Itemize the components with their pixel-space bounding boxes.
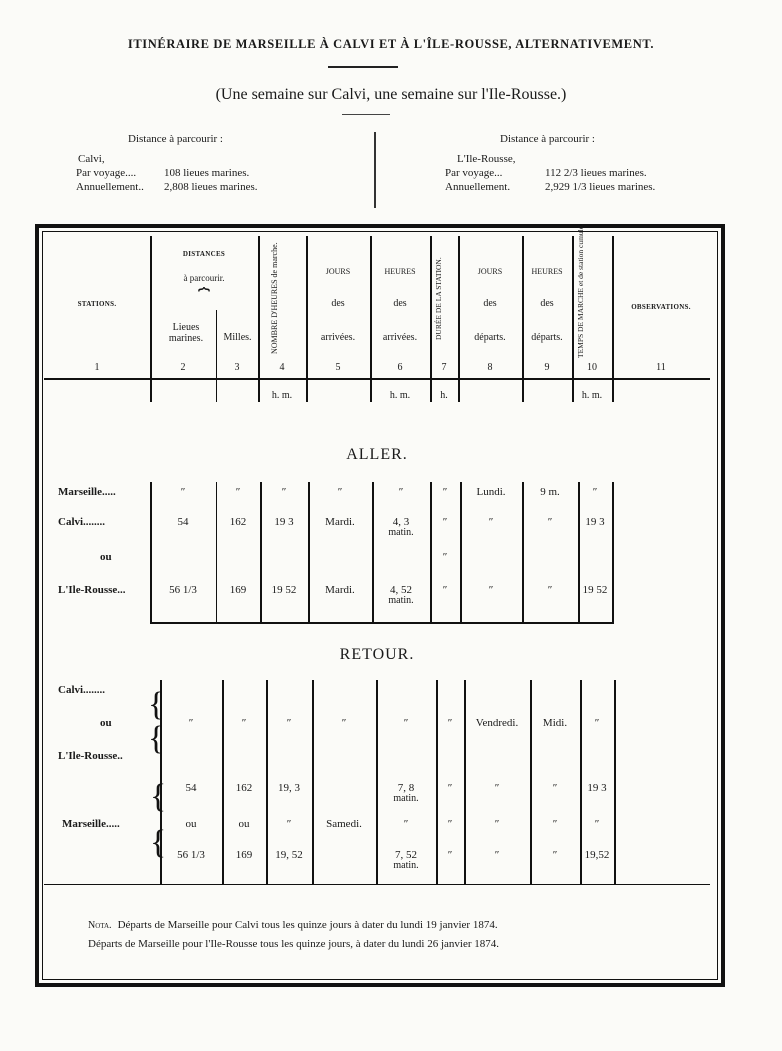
header-jours-departs-1: JOURS — [477, 267, 503, 276]
retour-station: Marseille..... — [62, 818, 120, 830]
retour-heure-note: matin. — [393, 860, 419, 871]
nota-label: Nota. — [88, 920, 112, 931]
retour-station: L'Ile-Rousse.. — [58, 750, 123, 762]
page-subtitle: (Une semaine sur Calvi, une semaine sur l'Ile-Rousse.) — [215, 86, 567, 103]
distance-right-place: L'Ile-Rousse, — [457, 153, 516, 165]
row-divider — [308, 482, 310, 622]
header-lieues-marines: Lieues marines. — [168, 322, 204, 344]
retour-cell — [376, 849, 436, 871]
aller-cell: 9 m. — [540, 486, 560, 498]
aller-cell: 54 — [177, 516, 189, 528]
aller-cell: 19 3 — [274, 516, 294, 528]
retour-cell: ″ — [494, 849, 500, 861]
retour-cell: ″ — [286, 717, 292, 729]
distance-left-annual-label: Annuellement.. — [76, 181, 144, 193]
nota-text-1: Départs de Marseille pour Calvi tous les quinze jours à dater du lundi 19 janvier 1874. — [117, 919, 498, 931]
aller-cell: ″ — [398, 486, 404, 498]
retour-cell: Vendredi. — [475, 717, 519, 729]
header-nombre-heures: NOMBRE D'HEURES de marche. — [270, 242, 279, 354]
distance-right-annual-value: 2,929 1/3 lieues marines. — [545, 181, 656, 193]
retour-cell: 19,52 — [584, 849, 610, 861]
distance-right — [445, 132, 655, 194]
brace-icon: { — [148, 720, 165, 757]
aller-cell: 19 3 — [585, 516, 605, 528]
distance-left — [76, 132, 257, 194]
retour-cell: ″ — [241, 717, 247, 729]
retour-cell: ″ — [552, 849, 558, 861]
retour-cell: ″ — [552, 782, 558, 794]
col-number: 10 — [587, 362, 597, 373]
distance-separator — [374, 132, 376, 208]
nota-text-2: Départs de Marseille pour l'Ile-Rousse tous les quinze jours, à dater du lundi 26 janvier 1874. — [88, 938, 500, 950]
brace-icon: { — [148, 686, 165, 723]
header-bottom-rule — [44, 378, 710, 380]
retour-cell: 19, 3 — [278, 782, 300, 794]
aller-cell: ″ — [442, 584, 448, 596]
aller-cell: ″ — [488, 584, 494, 596]
aller-station: Calvi........ — [58, 516, 106, 528]
retour-cell: ″ — [594, 818, 600, 830]
header-jours-arrivees-1: JOURS — [325, 267, 351, 276]
nota-block — [88, 916, 688, 953]
retour-cell: 54 — [185, 782, 197, 794]
aller-cell: 169 — [229, 584, 247, 596]
retour-cell: ″ — [594, 717, 600, 729]
retour-station: ou — [100, 717, 112, 729]
header-jours-departs-2: des — [483, 298, 497, 309]
distance-left-heading: Distance à parcourir : — [128, 133, 223, 145]
retour-cell: ″ — [286, 818, 292, 830]
col-number: 11 — [656, 362, 666, 373]
aller-cell: 56 1/3 — [169, 584, 197, 596]
aller-cell: Lundi. — [476, 486, 506, 498]
aller-cell: ″ — [547, 584, 553, 596]
aller-cell: Mardi. — [325, 516, 355, 528]
aller-cell: ″ — [547, 516, 553, 528]
section-aller: ALLER. — [346, 446, 408, 463]
aller-station: ou — [100, 551, 112, 563]
header-jours-departs-3: départs. — [474, 332, 506, 343]
header-milles: Milles. — [223, 332, 252, 343]
distance-right-annual-label: Annuellement. — [445, 181, 511, 193]
retour-cell: ″ — [188, 717, 194, 729]
retour-cell: 19, 52 — [275, 849, 303, 861]
title-rule — [328, 66, 398, 68]
header-a-parcourir: à parcourir. — [183, 273, 225, 283]
retour-cell: Midi. — [542, 717, 568, 729]
aller-cell — [372, 584, 430, 606]
retour-heure-arr: 7, 8 — [397, 782, 415, 794]
aller-heure-arr: 4, 52 — [390, 584, 412, 596]
unit-label: h. m. — [581, 390, 603, 401]
distance-left-per-trip-value: 108 lieues marines. — [164, 167, 250, 179]
col-number: 4 — [279, 362, 285, 373]
retour-cell: ″ — [403, 818, 409, 830]
retour-cell: ″ — [403, 717, 409, 729]
subtitle-rule — [342, 114, 390, 115]
aller-cell: ″ — [442, 551, 448, 563]
retour-cell: ou — [185, 818, 197, 830]
distance-right-heading: Distance à parcourir : — [500, 133, 595, 145]
aller-station: Marseille..... — [58, 486, 116, 498]
distance-right-per-trip-label: Par voyage... — [445, 167, 503, 179]
retour-cell: 162 — [235, 782, 253, 794]
aller-cell: ″ — [592, 486, 598, 498]
col-number: 1 — [94, 362, 100, 373]
row-divider — [216, 482, 217, 622]
row-divider — [612, 482, 614, 622]
aller-cell: ″ — [281, 486, 287, 498]
col-number: 6 — [397, 362, 403, 373]
header-heures-arrivees-3: arrivées. — [382, 332, 418, 343]
header-brace: ⏞ — [198, 288, 210, 310]
unit-label: h. m. — [389, 390, 411, 401]
header-distances: DISTANCES — [182, 250, 226, 258]
row-divider — [522, 482, 524, 622]
col-number: 8 — [487, 362, 493, 373]
aller-cell: 19 52 — [582, 584, 608, 596]
header-heures-departs-3: départs. — [531, 332, 563, 343]
row-divider — [312, 680, 314, 885]
nota-line-2 — [88, 935, 688, 953]
retour-heure-note: matin. — [393, 793, 419, 804]
col-divider — [216, 310, 217, 402]
header-heures-departs-1: HEURES — [531, 267, 563, 276]
distance-left-annual-value: 2,808 lieues marines. — [164, 181, 258, 193]
aller-cell: ″ — [442, 486, 448, 498]
header-stations: STATIONS. — [77, 300, 117, 308]
retour-cell: ″ — [447, 849, 453, 861]
row-divider — [150, 482, 152, 622]
retour-jour-arr: Samedi. — [326, 818, 362, 830]
col-number: 2 — [180, 362, 186, 373]
row-divider — [614, 680, 616, 885]
retour-station: Calvi........ — [58, 684, 106, 696]
aller-cell: 19 52 — [271, 584, 297, 596]
col-number: 9 — [544, 362, 550, 373]
unit-label: h. m. — [271, 390, 293, 401]
retour-cell: ″ — [341, 717, 347, 729]
aller-bottom-rule — [150, 622, 614, 624]
retour-cell: ″ — [494, 782, 500, 794]
brace-icon: { — [150, 778, 167, 815]
retour-cell: ″ — [447, 717, 453, 729]
aller-cell: ″ — [488, 516, 494, 528]
distance-left-per-trip-label: Par voyage.... — [76, 167, 137, 179]
unit-label: h. — [440, 390, 448, 401]
aller-station: L'Ile-Rousse... — [58, 584, 126, 596]
col-number: 7 — [441, 362, 447, 373]
col-number: 3 — [234, 362, 240, 373]
retour-cell: ″ — [494, 818, 500, 830]
brace-icon: { — [150, 824, 167, 861]
header-observations: OBSERVATIONS. — [631, 303, 691, 311]
aller-heure-arr: 4, 3 — [392, 516, 410, 528]
retour-cell: ″ — [447, 782, 453, 794]
row-divider — [260, 482, 262, 622]
aller-cell: ″ — [442, 516, 448, 528]
retour-cell: ou — [238, 818, 250, 830]
header-heures-arrivees-1: HEURES — [384, 267, 416, 276]
aller-heure-note: matin. — [388, 595, 414, 606]
retour-cell: ″ — [552, 818, 558, 830]
aller-cell: ″ — [337, 486, 343, 498]
retour-bottom-rule — [44, 884, 710, 885]
retour-heure-arr: 7, 52 — [395, 849, 417, 861]
distance-right-per-trip-value: 112 2/3 lieues marines. — [545, 167, 647, 179]
section-retour: RETOUR. — [339, 646, 415, 663]
header-jours-arrivees-2: des — [331, 298, 345, 309]
nota-line-1 — [88, 916, 688, 935]
page-title: ITINÉRAIRE DE MARSEILLE À CALVI ET À L'ÎLE-ROUSSE, ALTERNATIVEMENT. — [127, 37, 655, 51]
retour-cell: 56 1/3 — [177, 849, 205, 861]
aller-cell: Mardi. — [325, 584, 355, 596]
row-divider — [578, 482, 580, 622]
aller-cell: ″ — [235, 486, 241, 498]
aller-cell — [372, 516, 430, 538]
retour-cell: 169 — [235, 849, 253, 861]
retour-cell — [376, 782, 436, 804]
header-heures-departs-2: des — [540, 298, 554, 309]
header-heures-arrivees-2: des — [393, 298, 407, 309]
distance-left-place: Calvi, — [78, 153, 105, 165]
header-duree-station: DURÉE DE LA STATION. — [434, 257, 443, 341]
aller-heure-note: matin. — [388, 527, 414, 538]
header-jours-arrivees-3: arrivées. — [320, 332, 356, 343]
retour-cell: ″ — [447, 818, 453, 830]
header-temps-marche: TEMPS DE MARCHE et de station cumulé. — [576, 224, 585, 358]
row-divider — [460, 482, 462, 622]
col-number: 5 — [335, 362, 341, 373]
aller-cell: ″ — [180, 486, 186, 498]
aller-cell: 162 — [229, 516, 247, 528]
retour-cell: 19 3 — [587, 782, 607, 794]
